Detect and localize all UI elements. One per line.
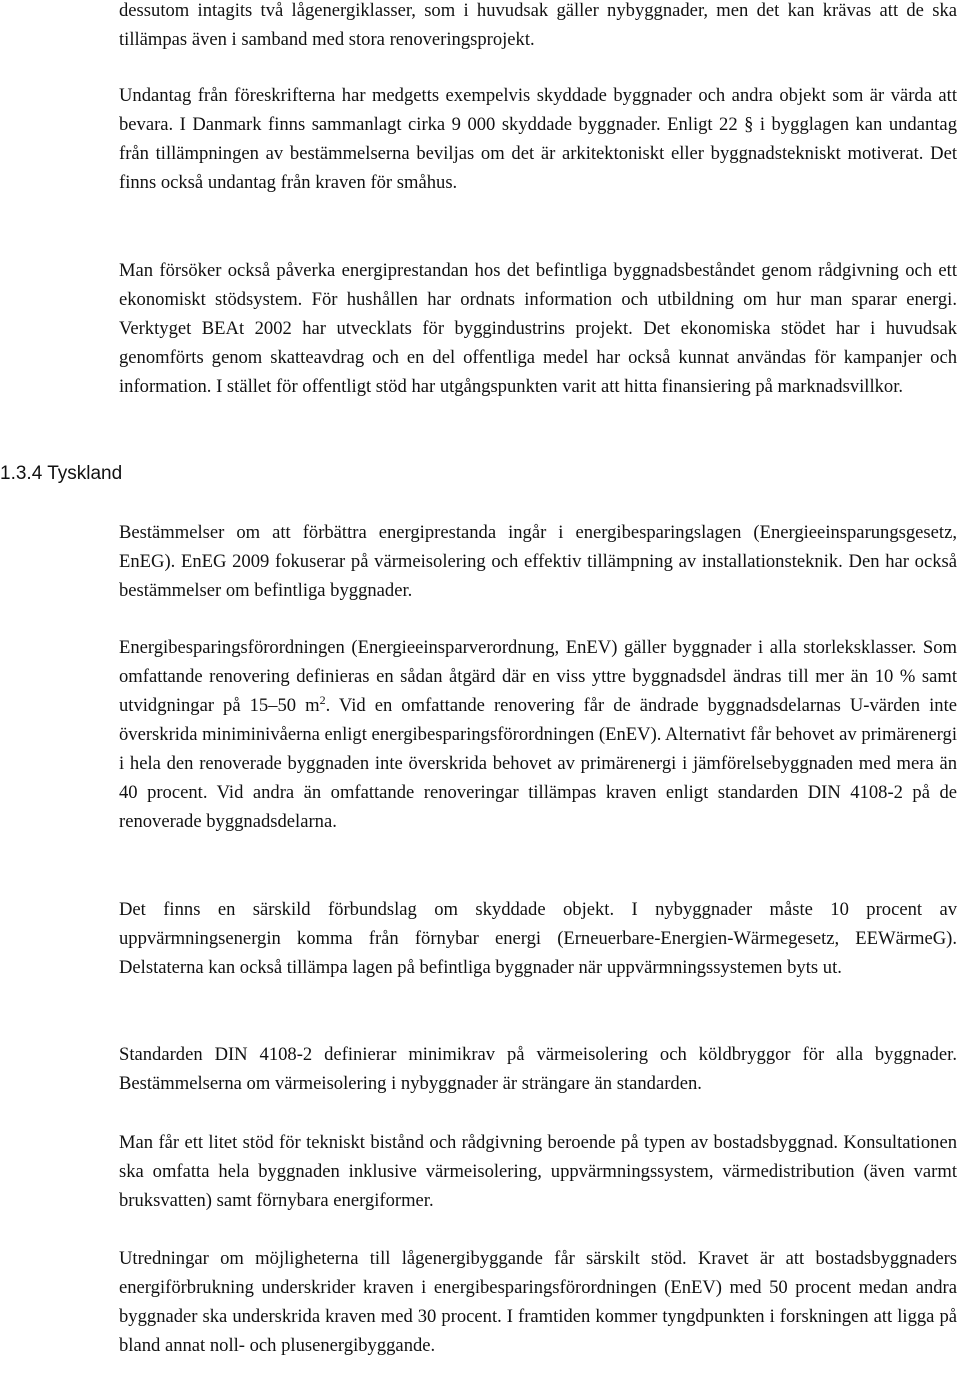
paragraph-energy-classes: dessutom intagits två lågenergiklasser, som i huvudsak gäller nybyggnader, men det kan krävas att de ska tillämpas även i samband med stora renoveringsprojekt. (119, 0, 957, 50)
section-heading-germany: 1.3.4 Tyskland (0, 463, 123, 484)
paragraph-protected-objects: Det finns en särskild förbundslag om skyddade objekt. I nybyggnader måste 10 procent av uppvärmningsenergin komma från förnybar energi (Erneuerbare-Energien-Wärmegesetz, EEWärmeG). Delstaterna kan också tillämpa lagen på befintliga byggnader när uppvärmningssystemen byts ut. (119, 899, 957, 978)
superscript-2: 2 (319, 693, 326, 707)
paragraph-exemptions: Undantag från föreskrifterna har medgetts exempelvis skyddade byggnader och andra objekt som är värda att bevara. I Danmark finns sammanlagt cirka 9 000 skyddade byggnader. Enligt 22 § i bygglagen kan undantag från tillämpningen av bestämmelserna beviljas om det är arkitektoniskt eller byggnadstekniskt motiverat. Det finns också undantag från kraven för småhus. (119, 85, 957, 193)
paragraph-enev-part1: Energibesparingsförordningen (Energieeinsparverordnung, EnEV) gäller byggnader i alla storleksklasser. Som omfattande renovering definieras en sådan åtgärd där en viss yttre byggnadsdel ändras till mer än 10 % samt utvidgningar på 15–50 m (119, 637, 957, 716)
paragraph-din-standard: Standarden DIN 4108-2 definierar minimikrav på värmeisolering och köldbryggor för alla byggnader. Bestämmelserna om värmeisolering i nybyggnader är strängare än standarden. (119, 1044, 957, 1094)
paragraph-support: Man får ett litet stöd för tekniskt bistånd och rådgivning beroende på typen av bostadsbyggnad. Konsultationen ska omfatta hela byggnaden inklusive värmeisolering, uppvärmningssystem, värmedistribution (även varmt bruksvatten) samt förnybara energiformer. (119, 1132, 957, 1211)
paragraph-low-energy: Utredningar om möjligheterna till lågenergibyggande får särskilt stöd. Kravet är att bostadsbyggnaders energiförbrukning underskrider kraven i energibesparingsförordningen (EnEV) med 50 procent medan andra byggnader ska underskrida kraven med 30 procent. I framtiden kommer tyngdpunkten i forskningen att ligga på bland annat noll- och plusenergibyggande. (119, 1248, 957, 1356)
paragraph-enev-part2: . Vid en omfattande renovering får de ändrade byggnadsdelarnas U-värden inte överskrida miniminivåerna enligt energibesparingsförordningen (EnEV). Alternativt får behovet av primärenergi i hela den renoverade byggnaden inte överskrida behovet av primärenergi i jämförelsebyggnaden med mera än 40 procent. Vid andra än omfattande renoveringar tillämpas kraven enligt standarden DIN 4108-2 på de renoverade byggnadsdelarna. (119, 695, 957, 832)
paragraph-enev (119, 633, 957, 836)
paragraph-existing-buildings: Man försöker också påverka energiprestandan hos det befintliga byggnadsbeståndet genom rådgivning och ett ekonomiskt stödsystem. För hushållen har ordnats information och utbildning om hur man sparar energi. Verktyget BEAt 2002 har utvecklats för byggindustrins projekt. Det ekonomiska stödet har i huvudsak genomförts genom skatteavdrag och en del offentliga medel har också kunnat användas för kampanjer och information. I stället för offentligt stöd har utgångspunkten varit att hitta finansiering på marknadsvillkor. (119, 260, 957, 397)
paragraph-eneg: Bestämmelser om att förbättra energiprestanda ingår i energibesparingslagen (Energieeinsparungsgesetz, EnEG). EnEG 2009 fokuserar på värmeisolering och effektiv tillämpning av installationsteknik. Den har också bestämmelser om befintliga byggnader. (119, 522, 957, 601)
